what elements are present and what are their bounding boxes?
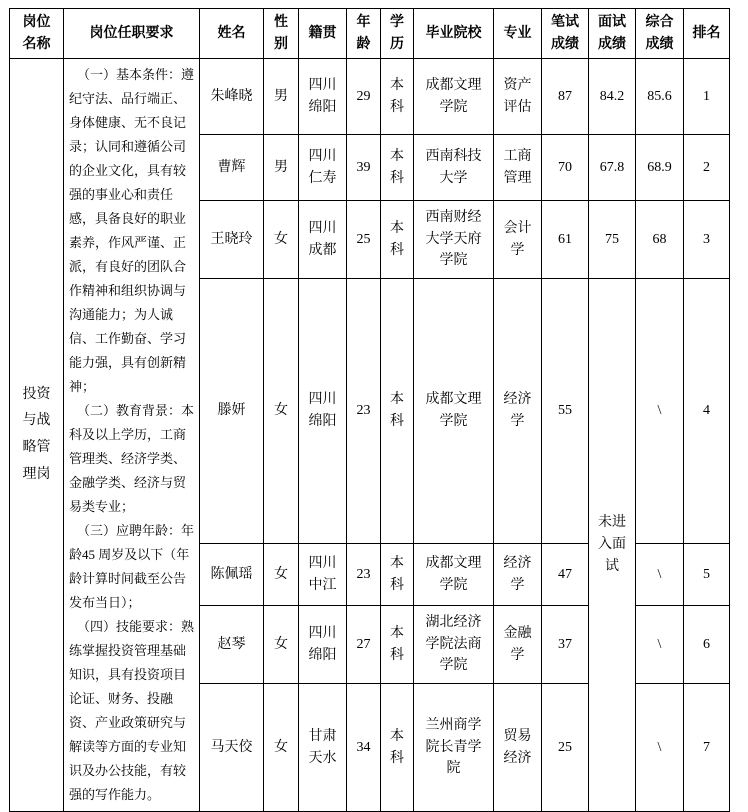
requirement-paragraph: （三）应聘年龄：年龄45 周岁及以下（年龄计算时间截至公告发布当日）； bbox=[69, 523, 195, 610]
cell-native: 四川绵阳 bbox=[299, 59, 347, 135]
cell-written-score: 55 bbox=[542, 279, 589, 544]
cell-overall-score: \ bbox=[636, 544, 684, 606]
cell-major: 资产评估 bbox=[494, 59, 542, 135]
cell-school: 兰州商学院长青学院 bbox=[414, 684, 494, 812]
cell-major: 经济学 bbox=[494, 279, 542, 544]
cell-school: 成都文理学院 bbox=[414, 279, 494, 544]
cell-native: 甘肃天水 bbox=[299, 684, 347, 812]
cell-rank: 7 bbox=[684, 684, 730, 812]
cell-rank: 4 bbox=[684, 279, 730, 544]
cell-overall-score: 68 bbox=[636, 201, 684, 279]
cell-degree: 本科 bbox=[381, 606, 414, 684]
requirement-paragraph: （二）教育背景：本科及以上学历，工商管理类、经济学类、金融学类、经济与贸易类专业； bbox=[69, 403, 195, 514]
cell-interview-score: 84.2 bbox=[589, 59, 636, 135]
cell-rank: 1 bbox=[684, 59, 730, 135]
cell-written-score: 25 bbox=[542, 684, 589, 812]
position-name-cell: 投资与战略管理岗 bbox=[10, 59, 64, 812]
header-row bbox=[10, 9, 730, 59]
table-row bbox=[10, 59, 730, 135]
cell-name: 陈佩瑶 bbox=[200, 544, 264, 606]
cell-school: 西南财经大学天府学院 bbox=[414, 201, 494, 279]
cell-gender: 男 bbox=[264, 59, 299, 135]
cell-major: 工商管理 bbox=[494, 135, 542, 201]
cell-degree: 本科 bbox=[381, 544, 414, 606]
cell-native: 四川成都 bbox=[299, 201, 347, 279]
cell-overall-score: \ bbox=[636, 684, 684, 812]
cell-written-score: 61 bbox=[542, 201, 589, 279]
cell-degree: 本科 bbox=[381, 59, 414, 135]
cell-name: 马天佼 bbox=[200, 684, 264, 812]
cell-interview-score: 67.8 bbox=[589, 135, 636, 201]
cell-rank: 6 bbox=[684, 606, 730, 684]
cell-school: 成都文理学院 bbox=[414, 59, 494, 135]
cell-rank: 5 bbox=[684, 544, 730, 606]
cell-major: 会计学 bbox=[494, 201, 542, 279]
cell-name: 朱峰晓 bbox=[200, 59, 264, 135]
cell-rank: 3 bbox=[684, 201, 730, 279]
cell-degree: 本科 bbox=[381, 135, 414, 201]
cell-overall-score: \ bbox=[636, 606, 684, 684]
header-degree: 学历 bbox=[381, 9, 414, 59]
cell-written-score: 87 bbox=[542, 59, 589, 135]
cell-name: 滕妍 bbox=[200, 279, 264, 544]
cell-overall-score: 68.9 bbox=[636, 135, 684, 201]
cell-no-interview-merged: 未进入面试 bbox=[589, 279, 636, 812]
cell-major: 经济学 bbox=[494, 544, 542, 606]
cell-degree: 本科 bbox=[381, 201, 414, 279]
header-requirements: 岗位任职要求 bbox=[64, 9, 200, 59]
cell-school: 西南科技大学 bbox=[414, 135, 494, 201]
header-position: 岗位名称 bbox=[10, 9, 64, 59]
cell-name: 王晓玲 bbox=[200, 201, 264, 279]
header-gender: 性别 bbox=[264, 9, 299, 59]
header-interview-score: 面试成绩 bbox=[589, 9, 636, 59]
header-overall-score: 综合成绩 bbox=[636, 9, 684, 59]
cell-age: 25 bbox=[347, 201, 381, 279]
cell-written-score: 47 bbox=[542, 544, 589, 606]
cell-school: 成都文理学院 bbox=[414, 544, 494, 606]
cell-name: 赵琴 bbox=[200, 606, 264, 684]
cell-rank: 2 bbox=[684, 135, 730, 201]
cell-age: 34 bbox=[347, 684, 381, 812]
recruitment-results-table bbox=[9, 8, 730, 812]
cell-school: 湖北经济学院法商学院 bbox=[414, 606, 494, 684]
cell-degree: 本科 bbox=[381, 279, 414, 544]
cell-major: 贸易经济 bbox=[494, 684, 542, 812]
header-native: 籍贯 bbox=[299, 9, 347, 59]
cell-gender: 男 bbox=[264, 135, 299, 201]
cell-native: 四川中江 bbox=[299, 544, 347, 606]
cell-age: 23 bbox=[347, 279, 381, 544]
cell-native: 四川仁寿 bbox=[299, 135, 347, 201]
cell-gender: 女 bbox=[264, 684, 299, 812]
cell-overall-score: 85.6 bbox=[636, 59, 684, 135]
header-written-score: 笔试成绩 bbox=[542, 9, 589, 59]
cell-written-score: 37 bbox=[542, 606, 589, 684]
requirement-paragraph: （一）基本条件：遵纪守法、品行端正、身体健康、无不良记录；认同和遵循公司的企业文化，具有较强的事业心和责任感，具备良好的职业素养，作风严谨、正派，有良好的团队合作精神和组织协调与沟通能力；为人诚信、工作勤奋、学习能力强，具有创新精神； bbox=[69, 67, 195, 394]
cell-native: 四川绵阳 bbox=[299, 606, 347, 684]
cell-overall-score: \ bbox=[636, 279, 684, 544]
requirement-paragraph: （四）技能要求：熟练掌握投资管理基础知识，具有投资项目论证、财务、投融资、产业政策研究与解读等方面的专业知识及办公技能，有较强的写作能力。 bbox=[69, 619, 195, 802]
header-school: 毕业院校 bbox=[414, 9, 494, 59]
cell-gender: 女 bbox=[264, 544, 299, 606]
cell-age: 29 bbox=[347, 59, 381, 135]
cell-name: 曹辉 bbox=[200, 135, 264, 201]
header-name: 姓名 bbox=[200, 9, 264, 59]
cell-native: 四川绵阳 bbox=[299, 279, 347, 544]
header-major: 专业 bbox=[494, 9, 542, 59]
cell-written-score: 70 bbox=[542, 135, 589, 201]
cell-age: 23 bbox=[347, 544, 381, 606]
cell-gender: 女 bbox=[264, 279, 299, 544]
cell-age: 27 bbox=[347, 606, 381, 684]
header-age: 年龄 bbox=[347, 9, 381, 59]
cell-gender: 女 bbox=[264, 201, 299, 279]
cell-major: 金融学 bbox=[494, 606, 542, 684]
cell-gender: 女 bbox=[264, 606, 299, 684]
header-rank: 排名 bbox=[684, 9, 730, 59]
cell-age: 39 bbox=[347, 135, 381, 201]
requirements-cell bbox=[64, 59, 200, 812]
cell-degree: 本科 bbox=[381, 684, 414, 812]
cell-interview-score: 75 bbox=[589, 201, 636, 279]
